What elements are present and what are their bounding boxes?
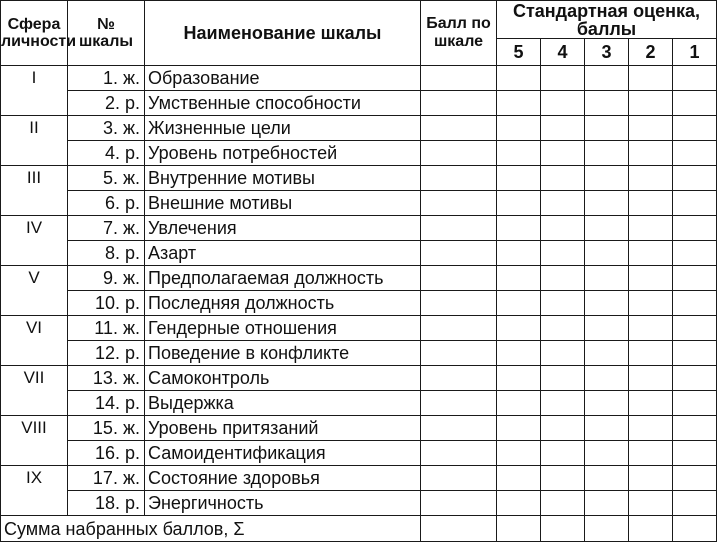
grade-cell[interactable] bbox=[673, 491, 717, 516]
grade-cell[interactable] bbox=[629, 316, 673, 341]
sphere-cell: IX bbox=[1, 466, 68, 516]
grade-cell[interactable] bbox=[629, 441, 673, 466]
scale-name: Внешние мотивы bbox=[145, 191, 421, 216]
table-row bbox=[1, 166, 717, 191]
score-cell[interactable] bbox=[421, 191, 497, 216]
score-cell[interactable] bbox=[421, 416, 497, 441]
grade-cell[interactable] bbox=[629, 291, 673, 316]
grade-cell[interactable] bbox=[497, 316, 541, 341]
grade-cell[interactable] bbox=[629, 166, 673, 191]
scale-number: 1. ж. bbox=[68, 66, 145, 91]
grade-cell[interactable] bbox=[673, 316, 717, 341]
grade-cell[interactable] bbox=[585, 166, 629, 191]
sphere-cell: VII bbox=[1, 366, 68, 416]
scale-number: 12. р. bbox=[68, 341, 145, 366]
grade-cell[interactable] bbox=[541, 66, 585, 91]
table-row bbox=[1, 466, 717, 491]
score-cell[interactable] bbox=[421, 216, 497, 241]
sum-score-cell[interactable] bbox=[421, 516, 497, 542]
grade-cell[interactable] bbox=[497, 191, 541, 216]
grade-cell[interactable] bbox=[497, 166, 541, 191]
grade-cell[interactable] bbox=[497, 241, 541, 266]
grade-cell[interactable] bbox=[497, 441, 541, 466]
table-body bbox=[1, 66, 717, 516]
grade-cell[interactable] bbox=[497, 391, 541, 416]
scale-number: 15. ж. bbox=[68, 416, 145, 441]
score-cell[interactable] bbox=[421, 141, 497, 166]
grade-cell[interactable] bbox=[629, 91, 673, 116]
grade-cell[interactable] bbox=[541, 291, 585, 316]
table-row bbox=[1, 216, 717, 241]
sum-grade-cell[interactable] bbox=[541, 516, 585, 542]
scale-number: 10. р. bbox=[68, 291, 145, 316]
table-row bbox=[1, 491, 717, 516]
sphere-cell: VIII bbox=[1, 416, 68, 466]
header-grade-1: 1 bbox=[673, 39, 717, 66]
grade-cell[interactable] bbox=[585, 266, 629, 291]
header-grade-5: 5 bbox=[497, 39, 541, 66]
table-row bbox=[1, 366, 717, 391]
grade-cell[interactable] bbox=[541, 141, 585, 166]
scale-name: Самоконтроль bbox=[145, 366, 421, 391]
sphere-cell: II bbox=[1, 116, 68, 166]
grade-cell[interactable] bbox=[629, 366, 673, 391]
grade-cell[interactable] bbox=[497, 366, 541, 391]
grade-cell[interactable] bbox=[497, 141, 541, 166]
grade-cell[interactable] bbox=[541, 391, 585, 416]
sum-grade-cell[interactable] bbox=[497, 516, 541, 542]
grade-cell[interactable] bbox=[629, 241, 673, 266]
scale-name: Жизненные цели bbox=[145, 116, 421, 141]
grade-cell[interactable] bbox=[629, 416, 673, 441]
sphere-cell: IV bbox=[1, 216, 68, 266]
grade-cell[interactable] bbox=[585, 116, 629, 141]
scale-name: Гендерные отношения bbox=[145, 316, 421, 341]
grade-cell[interactable] bbox=[541, 216, 585, 241]
grade-cell[interactable] bbox=[541, 416, 585, 441]
scale-name: Предполагаемая должность bbox=[145, 266, 421, 291]
grade-cell[interactable] bbox=[541, 91, 585, 116]
scale-name: Самоидентификация bbox=[145, 441, 421, 466]
score-cell[interactable] bbox=[421, 166, 497, 191]
header-grade-2: 2 bbox=[629, 39, 673, 66]
scale-name: Энергичность bbox=[145, 491, 421, 516]
header-grade-3: 3 bbox=[585, 39, 629, 66]
grade-cell[interactable] bbox=[673, 66, 717, 91]
scale-name: Уровень притязаний bbox=[145, 416, 421, 441]
scale-number: 13. ж. bbox=[68, 366, 145, 391]
scale-name: Поведение в конфликте bbox=[145, 341, 421, 366]
grade-cell[interactable] bbox=[541, 166, 585, 191]
grade-cell[interactable] bbox=[629, 391, 673, 416]
scale-number: 9. ж. bbox=[68, 266, 145, 291]
table-row bbox=[1, 291, 717, 316]
grade-cell[interactable] bbox=[673, 141, 717, 166]
grade-cell[interactable] bbox=[673, 366, 717, 391]
grade-cell[interactable] bbox=[497, 216, 541, 241]
table-row bbox=[1, 141, 717, 166]
grade-cell[interactable] bbox=[585, 391, 629, 416]
grade-cell[interactable] bbox=[673, 241, 717, 266]
grade-cell[interactable] bbox=[629, 141, 673, 166]
grade-cell[interactable] bbox=[585, 316, 629, 341]
header-score: Балл по шкале bbox=[421, 1, 497, 66]
table-row bbox=[1, 66, 717, 91]
grade-cell[interactable] bbox=[585, 241, 629, 266]
grade-cell[interactable] bbox=[585, 66, 629, 91]
scale-name: Умственные способности bbox=[145, 91, 421, 116]
scale-name: Увлечения bbox=[145, 216, 421, 241]
grade-cell[interactable] bbox=[541, 366, 585, 391]
scale-name: Образование bbox=[145, 66, 421, 91]
scale-number: 4. р. bbox=[68, 141, 145, 166]
grade-cell[interactable] bbox=[497, 491, 541, 516]
grade-cell[interactable] bbox=[673, 291, 717, 316]
scale-name: Состояние здоровья bbox=[145, 466, 421, 491]
grade-cell[interactable] bbox=[673, 341, 717, 366]
score-cell[interactable] bbox=[421, 116, 497, 141]
scale-number: 7. ж. bbox=[68, 216, 145, 241]
scale-name: Азарт bbox=[145, 241, 421, 266]
grade-cell[interactable] bbox=[629, 466, 673, 491]
scale-number: 5. ж. bbox=[68, 166, 145, 191]
header-sphere: Сфера личности bbox=[1, 1, 68, 66]
scale-name: Уровень потребностей bbox=[145, 141, 421, 166]
grade-cell[interactable] bbox=[541, 341, 585, 366]
grade-cell[interactable] bbox=[541, 441, 585, 466]
score-cell[interactable] bbox=[421, 241, 497, 266]
table-row bbox=[1, 191, 717, 216]
grade-cell[interactable] bbox=[497, 291, 541, 316]
grade-cell[interactable] bbox=[673, 116, 717, 141]
grade-cell[interactable] bbox=[629, 191, 673, 216]
grade-cell[interactable] bbox=[585, 366, 629, 391]
score-cell[interactable] bbox=[421, 341, 497, 366]
scale-number: 11. ж. bbox=[68, 316, 145, 341]
grade-cell[interactable] bbox=[629, 341, 673, 366]
grade-cell[interactable] bbox=[541, 316, 585, 341]
grade-cell[interactable] bbox=[673, 391, 717, 416]
table-row bbox=[1, 441, 717, 466]
grade-cell[interactable] bbox=[585, 441, 629, 466]
grade-cell[interactable] bbox=[673, 191, 717, 216]
header-standard-grade: Стандартная оценка, баллы bbox=[497, 1, 717, 39]
table-row bbox=[1, 341, 717, 366]
scale-number: 6. р. bbox=[68, 191, 145, 216]
sum-grade-cell[interactable] bbox=[673, 516, 717, 542]
sum-label: Сумма набранных баллов, Σ bbox=[1, 516, 421, 542]
grade-cell[interactable] bbox=[497, 91, 541, 116]
sphere-cell: V bbox=[1, 266, 68, 316]
score-cell[interactable] bbox=[421, 366, 497, 391]
table-row bbox=[1, 266, 717, 291]
score-cell[interactable] bbox=[421, 66, 497, 91]
score-cell[interactable] bbox=[421, 266, 497, 291]
grade-cell[interactable] bbox=[673, 266, 717, 291]
grade-cell[interactable] bbox=[585, 416, 629, 441]
grade-cell[interactable] bbox=[497, 341, 541, 366]
table-row bbox=[1, 91, 717, 116]
grade-cell[interactable] bbox=[541, 191, 585, 216]
table-row bbox=[1, 416, 717, 441]
score-cell[interactable] bbox=[421, 391, 497, 416]
table-row bbox=[1, 241, 717, 266]
grade-cell[interactable] bbox=[497, 116, 541, 141]
scale-number: 3. ж. bbox=[68, 116, 145, 141]
grade-cell[interactable] bbox=[585, 291, 629, 316]
table-row bbox=[1, 116, 717, 141]
scale-number: 8. р. bbox=[68, 241, 145, 266]
grade-cell[interactable] bbox=[541, 266, 585, 291]
grade-cell[interactable] bbox=[497, 266, 541, 291]
scale-name: Последняя должность bbox=[145, 291, 421, 316]
grade-cell[interactable] bbox=[585, 141, 629, 166]
scale-name: Внутренние мотивы bbox=[145, 166, 421, 191]
grade-cell[interactable] bbox=[541, 116, 585, 141]
grade-cell[interactable] bbox=[673, 166, 717, 191]
table-row bbox=[1, 391, 717, 416]
grade-cell[interactable] bbox=[673, 91, 717, 116]
score-cell[interactable] bbox=[421, 316, 497, 341]
grade-cell[interactable] bbox=[673, 416, 717, 441]
scale-name: Выдержка bbox=[145, 391, 421, 416]
table-row bbox=[1, 316, 717, 341]
grade-cell[interactable] bbox=[585, 466, 629, 491]
sum-grade-cell[interactable] bbox=[585, 516, 629, 542]
grade-cell[interactable] bbox=[585, 91, 629, 116]
header-scale-number: № шкалы bbox=[68, 1, 145, 66]
grade-cell[interactable] bbox=[541, 241, 585, 266]
header-scale-name: Наименование шкалы bbox=[145, 1, 421, 66]
header-grade-4: 4 bbox=[541, 39, 585, 66]
scale-number: 2. р. bbox=[68, 91, 145, 116]
grade-cell[interactable] bbox=[629, 491, 673, 516]
grade-cell[interactable] bbox=[629, 66, 673, 91]
grade-cell[interactable] bbox=[541, 491, 585, 516]
grade-cell[interactable] bbox=[497, 416, 541, 441]
grade-cell[interactable] bbox=[673, 466, 717, 491]
score-cell[interactable] bbox=[421, 441, 497, 466]
score-cell[interactable] bbox=[421, 466, 497, 491]
grade-cell[interactable] bbox=[585, 216, 629, 241]
scale-number: 18. р. bbox=[68, 491, 145, 516]
grade-cell[interactable] bbox=[673, 216, 717, 241]
grade-cell[interactable] bbox=[585, 341, 629, 366]
grade-cell[interactable] bbox=[497, 66, 541, 91]
scale-number: 16. р. bbox=[68, 441, 145, 466]
scale-number: 17. ж. bbox=[68, 466, 145, 491]
grade-cell[interactable] bbox=[629, 216, 673, 241]
sphere-cell: I bbox=[1, 66, 68, 116]
sphere-cell: III bbox=[1, 166, 68, 216]
grade-cell[interactable] bbox=[629, 116, 673, 141]
grade-cell[interactable] bbox=[497, 466, 541, 491]
grade-cell[interactable] bbox=[541, 466, 585, 491]
sum-grade-cell[interactable] bbox=[629, 516, 673, 542]
grade-cell[interactable] bbox=[673, 441, 717, 466]
sphere-cell: VI bbox=[1, 316, 68, 366]
grade-cell[interactable] bbox=[585, 191, 629, 216]
scale-number: 14. р. bbox=[68, 391, 145, 416]
score-cell[interactable] bbox=[421, 91, 497, 116]
score-cell[interactable] bbox=[421, 491, 497, 516]
score-cell[interactable] bbox=[421, 291, 497, 316]
grade-cell[interactable] bbox=[585, 491, 629, 516]
grade-cell[interactable] bbox=[629, 266, 673, 291]
